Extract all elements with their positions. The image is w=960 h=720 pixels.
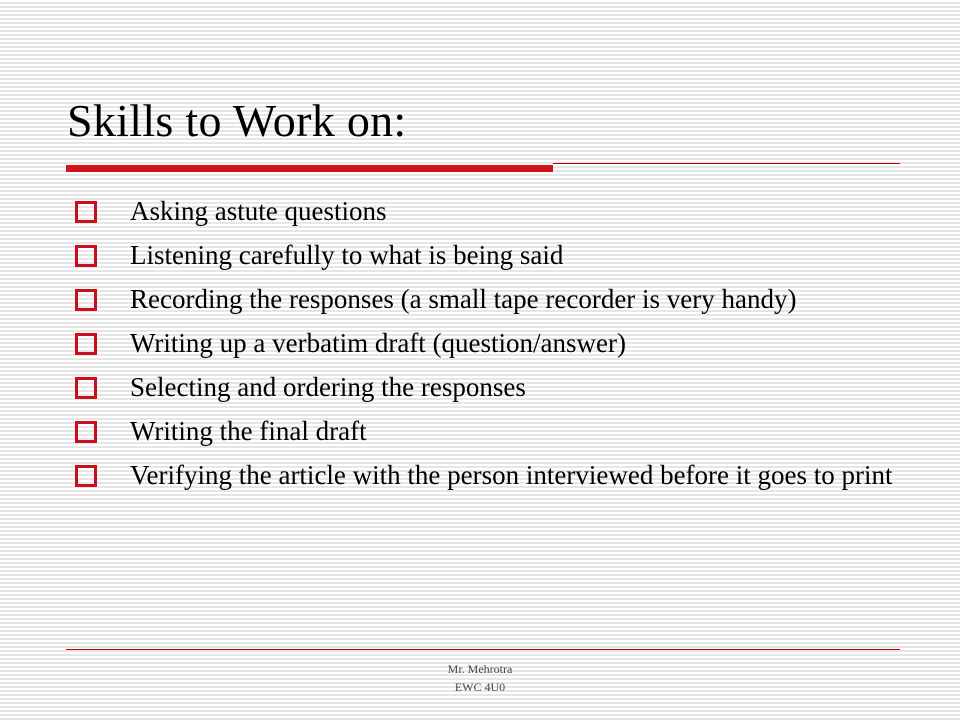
bullet-text: Asking astute questions	[130, 196, 387, 226]
bullet-item	[75, 460, 905, 491]
bullet-item	[75, 416, 905, 447]
title-divider-thick	[66, 165, 553, 172]
footer-divider	[66, 649, 900, 650]
bullet-text: Listening carefully to what is being said	[130, 240, 564, 270]
bullet-text: Verifying the article with the person interviewed before it goes to print	[130, 460, 893, 490]
square-bullet-icon	[75, 377, 97, 399]
bullet-item	[75, 372, 905, 403]
footer-author: Mr. Mehrotra	[447, 662, 513, 676]
square-bullet-icon	[75, 289, 97, 311]
bullet-item	[75, 240, 905, 271]
bullet-text: Selecting and ordering the responses	[130, 372, 526, 402]
square-bullet-icon	[75, 465, 97, 487]
title-divider-thin	[553, 163, 900, 164]
bullet-item	[75, 328, 905, 359]
slide-title: Skills to Work on:	[67, 95, 407, 146]
square-bullet-icon	[75, 421, 97, 443]
bullet-text: Recording the responses (a small tape recorder is very handy)	[130, 284, 797, 314]
bullet-item	[75, 196, 905, 227]
bullet-list	[75, 196, 905, 504]
footer-course: EWC 4U0	[454, 680, 506, 694]
square-bullet-icon	[75, 201, 97, 223]
bullet-item	[75, 284, 905, 315]
slide-footer	[380, 660, 580, 696]
square-bullet-icon	[75, 245, 97, 267]
square-bullet-icon	[75, 333, 97, 355]
bullet-text: Writing up a verbatim draft (question/answer)	[130, 328, 627, 358]
bullet-text: Writing the final draft	[130, 416, 367, 446]
